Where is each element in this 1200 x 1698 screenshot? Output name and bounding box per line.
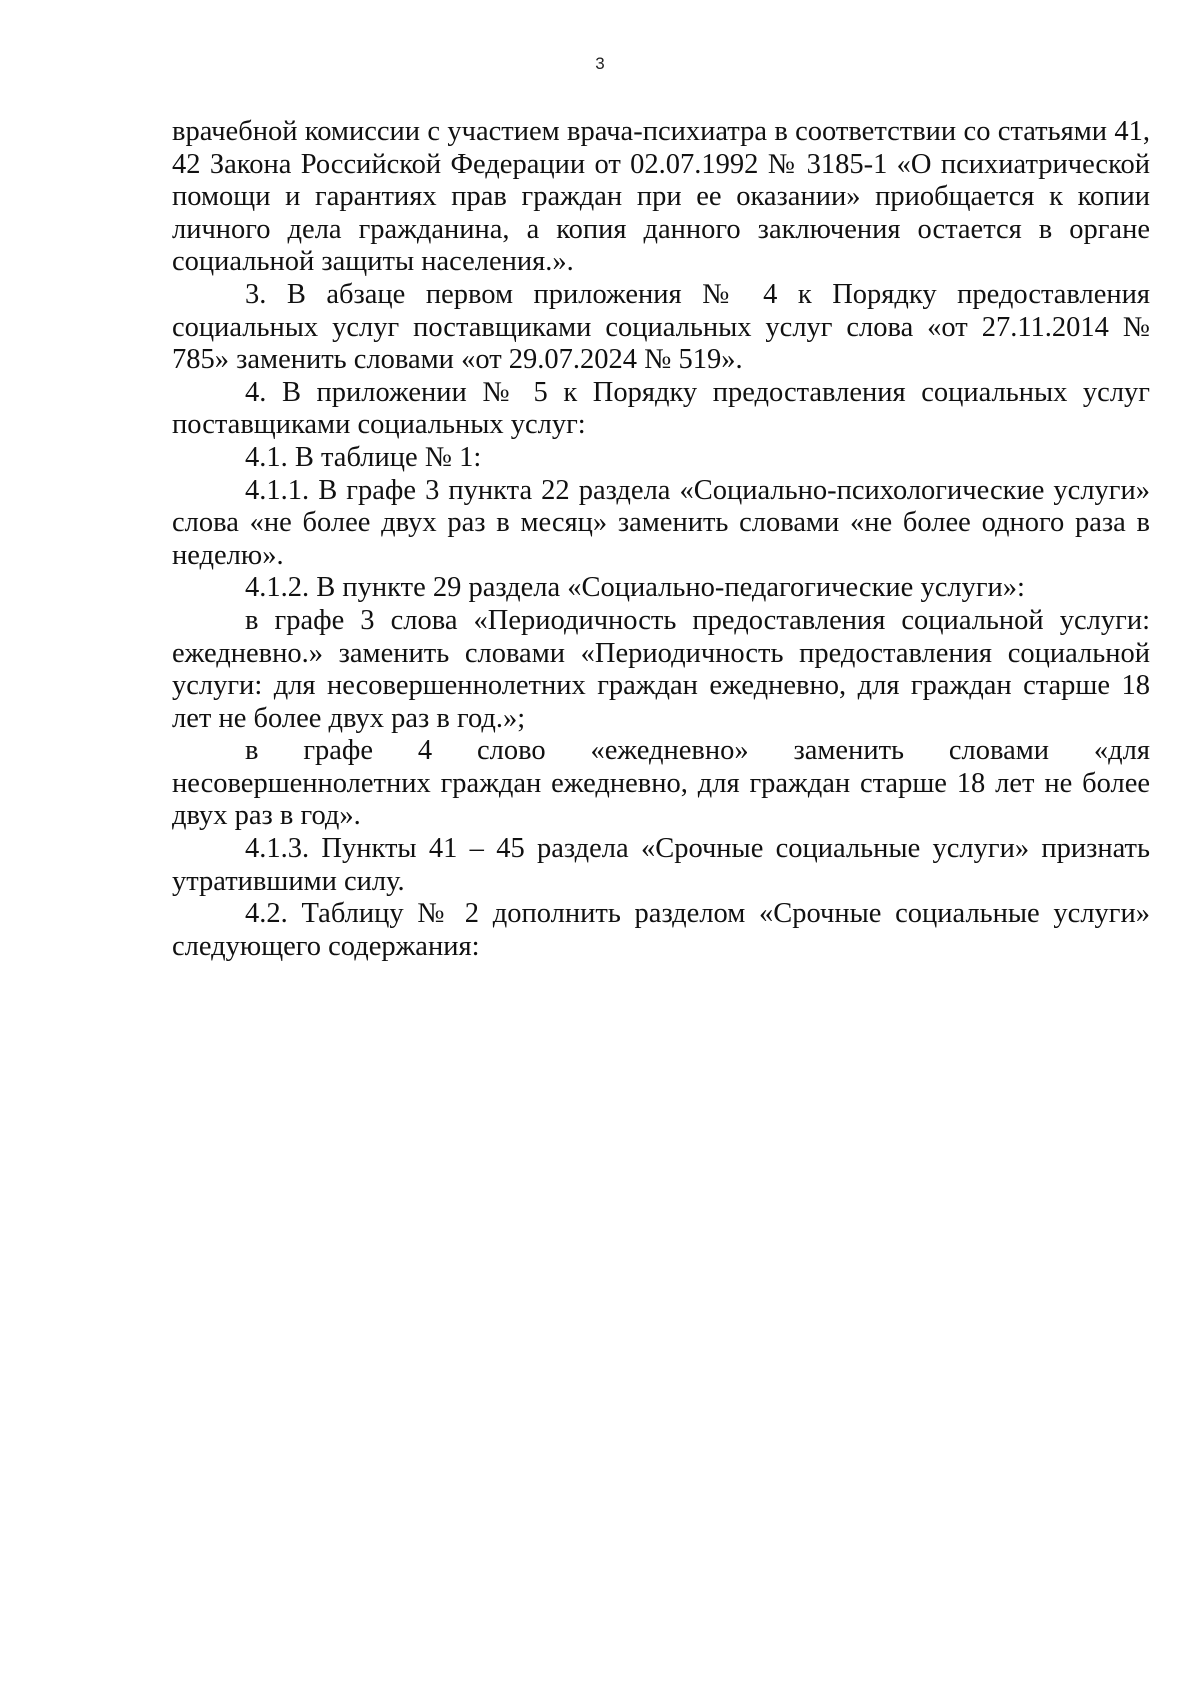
paragraph-item-4-1-3: 4.1.3. Пункты 41 – 45 раздела «Срочные социальные услуги» признать утратившими силу.: [172, 833, 1150, 897]
page-number: 3: [595, 54, 605, 73]
paragraph-item-3: 3. В абзаце первом приложения № 4 к Порядку предоставления социальных услуг поставщиками социальных услуг слова «от 27.11.2014 № 785» заменить словами «от 29.07.2024 № 519».: [172, 278, 1150, 376]
paragraph-continuation: врачебной комиссии с участием врача-психиатра в соответствии со статьями 41, 42 Закона Российской Федерации от 02.07.1992 № 3185-1 «О психиатрической помощи и гарантиях прав граждан при ее оказании» приобщается к копии личного дела гражданина, а копия данного заключения остается в органе социальной защиты населения.».: [172, 116, 1150, 278]
paragraph-item-4-1-1: 4.1.1. В графе 3 пункта 22 раздела «Социально-психологические услуги» слова «не более двух раз в месяц» заменить словами «не более одного раза в неделю».: [172, 474, 1150, 571]
document-body: [172, 116, 1150, 963]
paragraph-item-4-1-2: 4.1.2. В пункте 29 раздела «Социально-педагогические услуги»:: [245, 572, 1025, 604]
paragraph-item-4-1-2-column-3: в графе 3 слова «Периодичность предоставления социальной услуги: ежедневно.» заменить словами «Периодичность предоставления социальной услуги: для несовершеннолетних граждан ежедневно, для граждан старше 18 лет не более двух раз в год.»;: [172, 604, 1150, 734]
paragraph-item-4-1-2-column-4: в графе 4 слово «ежедневно» заменить словами «для несовершеннолетних граждан ежедневно, для граждан старше 18 лет не более двух раз в год».: [172, 735, 1150, 832]
paragraph-item-4-2: 4.2. Таблицу № 2 дополнить разделом «Срочные социальные услуги» следующего содержания:: [172, 898, 1150, 962]
paragraph-item-4: 4. В приложении № 5 к Порядку предоставления социальных услуг поставщиками социальных услуг:: [172, 376, 1150, 441]
paragraph-item-4-1: 4.1. В таблице № 1:: [245, 441, 482, 473]
